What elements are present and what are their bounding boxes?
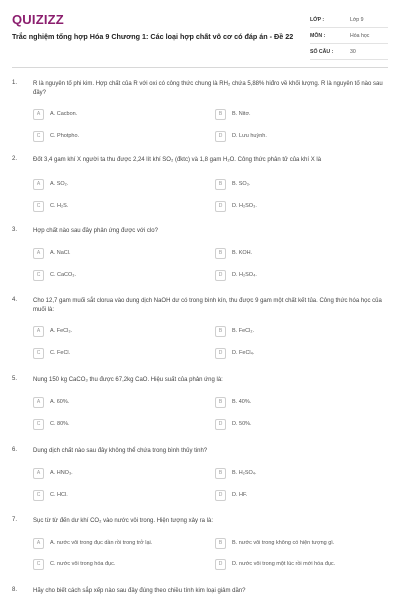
option-letter-badge: C: [33, 131, 44, 142]
question-5: [12, 376, 388, 440]
option-letter-badge: C: [33, 201, 44, 212]
option-text: B. SO₃.: [232, 181, 251, 187]
option-text: D. Lưu huỳnh.: [232, 133, 267, 139]
question-number: 5.: [12, 376, 18, 382]
option-text: B. 40%.: [232, 399, 252, 405]
option-text: D. FeCl₄.: [232, 350, 255, 356]
option-a[interactable]: [33, 537, 203, 549]
option-text: C. Photpho.: [50, 133, 80, 139]
option-letter-badge: C: [33, 419, 44, 430]
question-text: Dung dịch chất nào sau đây không thể chứa trong bình thủy tinh?: [33, 448, 208, 454]
meta-value: 30: [350, 48, 356, 55]
option-letter-badge: A: [33, 326, 44, 337]
question-text: Đốt 3,4 gam khí X người ta thu được 2,24 lít khí SO₂ (đktc) và 1,8 gam H₂O. Công thức phân tử của khí X là: [33, 157, 322, 163]
option-text: B. Nitơ.: [232, 111, 251, 117]
option-b[interactable]: [215, 537, 385, 549]
option-letter-badge: D: [215, 131, 226, 142]
option-b[interactable]: [215, 108, 365, 120]
option-d[interactable]: [215, 418, 365, 430]
question-number: 6.: [12, 447, 18, 453]
meta-label: MÔN :: [310, 32, 326, 39]
option-text: B. H₂SO₄.: [232, 470, 257, 476]
header-divider: [12, 67, 388, 68]
option-text: D. 50%.: [232, 421, 252, 427]
option-text: A. FeCl₃.: [50, 328, 73, 334]
option-letter-badge: C: [33, 559, 44, 570]
option-text: C. nước vôi trong hóa đục.: [50, 561, 116, 567]
option-text: C. H₂S.: [50, 203, 69, 209]
option-text: C. HCl.: [50, 492, 68, 498]
question-number: 2.: [12, 156, 18, 162]
question-text: Hợp chất nào sau đây phản ứng được với clo?: [33, 228, 158, 234]
option-letter-badge: D: [215, 201, 226, 212]
option-letter-badge: D: [215, 270, 226, 281]
option-text: D. H₂SO₄.: [232, 272, 257, 278]
question-4: [12, 297, 388, 369]
option-letter-badge: B: [215, 179, 226, 190]
option-letter-badge: D: [215, 348, 226, 359]
option-letter-badge: A: [33, 109, 44, 120]
question-3: [12, 227, 388, 291]
option-text: D. HF.: [232, 492, 248, 498]
option-letter-badge: B: [215, 109, 226, 120]
question-6: [12, 447, 388, 511]
option-letter-badge: B: [215, 248, 226, 259]
option-letter-badge: A: [33, 468, 44, 479]
option-letter-badge: D: [215, 559, 226, 570]
question-number: 7.: [12, 517, 18, 523]
option-b[interactable]: [215, 396, 365, 408]
question-2: [12, 156, 388, 220]
meta-value: Lớp 9: [350, 16, 364, 23]
meta-row-subject: [310, 28, 388, 44]
option-d[interactable]: [215, 489, 365, 501]
option-d[interactable]: [215, 269, 365, 281]
option-a[interactable]: [33, 467, 183, 479]
option-letter-badge: D: [215, 490, 226, 501]
option-a[interactable]: [33, 178, 183, 190]
option-b[interactable]: [215, 467, 365, 479]
option-letter-badge: C: [33, 490, 44, 501]
question-text: Nung 150 kg CaCO₃ thu được 67,2kg CaO. Hiệu suất của phản ứng là:: [33, 377, 223, 383]
option-letter-badge: A: [33, 397, 44, 408]
option-text: A. nước vôi trong đục dần rồi trong trở lại.: [50, 540, 153, 546]
question-number: 1.: [12, 80, 18, 86]
meta-label: SỐ CÂU :: [310, 48, 334, 55]
option-letter-badge: D: [215, 419, 226, 430]
question-number: 4.: [12, 297, 18, 303]
option-d[interactable]: [215, 200, 365, 212]
worksheet-title: Trắc nghiệm tổng hợp Hóa 9 Chương 1: Các loại hợp chất vô cơ có đáp án - Đề 22: [12, 32, 294, 41]
option-letter-badge: C: [33, 270, 44, 281]
option-text: B. KOH.: [232, 250, 253, 256]
question-7: [12, 517, 388, 581]
option-c[interactable]: [33, 130, 183, 142]
option-text: A. NaCl.: [50, 250, 71, 256]
option-c[interactable]: [33, 489, 183, 501]
meta-value: Hóa học: [350, 32, 370, 39]
option-text: A. 60%.: [50, 399, 70, 405]
quizizz-logo: QUIZIZZ: [12, 12, 64, 27]
option-text: C. 80%.: [50, 421, 70, 427]
option-text: C. FeCl.: [50, 350, 71, 356]
option-letter-badge: B: [215, 468, 226, 479]
meta-row-count: [310, 44, 388, 60]
option-b[interactable]: [215, 178, 365, 190]
option-letter-badge: B: [215, 538, 226, 549]
option-c[interactable]: [33, 558, 203, 570]
option-a[interactable]: [33, 108, 183, 120]
option-b[interactable]: [215, 325, 365, 337]
option-letter-badge: A: [33, 538, 44, 549]
option-c[interactable]: [33, 269, 183, 281]
option-text: C. CaCO₃.: [50, 272, 77, 278]
option-letter-badge: A: [33, 248, 44, 259]
option-a[interactable]: [33, 396, 183, 408]
option-text: A. HNO₃.: [50, 470, 73, 476]
question-1: [12, 80, 388, 152]
option-text: A. SO₂.: [50, 181, 69, 187]
option-text: D. H₂SO₃.: [232, 203, 257, 209]
option-text: B. nước vôi trong không có hiện tượng gì.: [232, 540, 335, 546]
question-text: R là nguyên tố phi kim. Hợp chất của R với oxi có công thức chung là RH₂ chứa 5,88% hiđro về khối lượng. R là nguyên tố nào sau đây?: [33, 81, 383, 96]
option-text: B. FeCl₂.: [232, 328, 254, 334]
option-c[interactable]: [33, 418, 183, 430]
option-a[interactable]: [33, 247, 183, 259]
question-number: 8.: [12, 587, 18, 593]
question-8: [12, 587, 388, 599]
question-text: Sục từ từ đến dư khí CO₂ vào nước vôi trong. Hiện tượng xảy ra là:: [33, 518, 214, 524]
option-text: A. Cacbon.: [50, 111, 78, 117]
option-text: D. nước vôi trong một lúc rồi mới hóa đục.: [232, 561, 336, 567]
option-c[interactable]: [33, 347, 183, 359]
option-c[interactable]: [33, 200, 183, 212]
question-text: Hãy cho biết cách sắp xếp nào sau đây đúng theo chiều tính kim loại giảm dần?: [33, 588, 246, 594]
option-letter-badge: C: [33, 348, 44, 359]
option-b[interactable]: [215, 247, 365, 259]
option-d[interactable]: [215, 558, 385, 570]
question-number: 3.: [12, 227, 18, 233]
option-letter-badge: B: [215, 397, 226, 408]
worksheet-meta: [310, 12, 388, 60]
meta-row-grade: [310, 12, 388, 28]
option-letter-badge: B: [215, 326, 226, 337]
meta-label: LỚP :: [310, 16, 325, 23]
option-a[interactable]: [33, 325, 183, 337]
option-d[interactable]: [215, 130, 365, 142]
option-d[interactable]: [215, 347, 365, 359]
question-text: Cho 12,7 gam muối sắt clorua vào dung dịch NaOH dư có trong bình kín, thu được 9 gam một chất kết tủa. Công thức hóa học của muối là:: [33, 298, 382, 313]
option-letter-badge: A: [33, 179, 44, 190]
